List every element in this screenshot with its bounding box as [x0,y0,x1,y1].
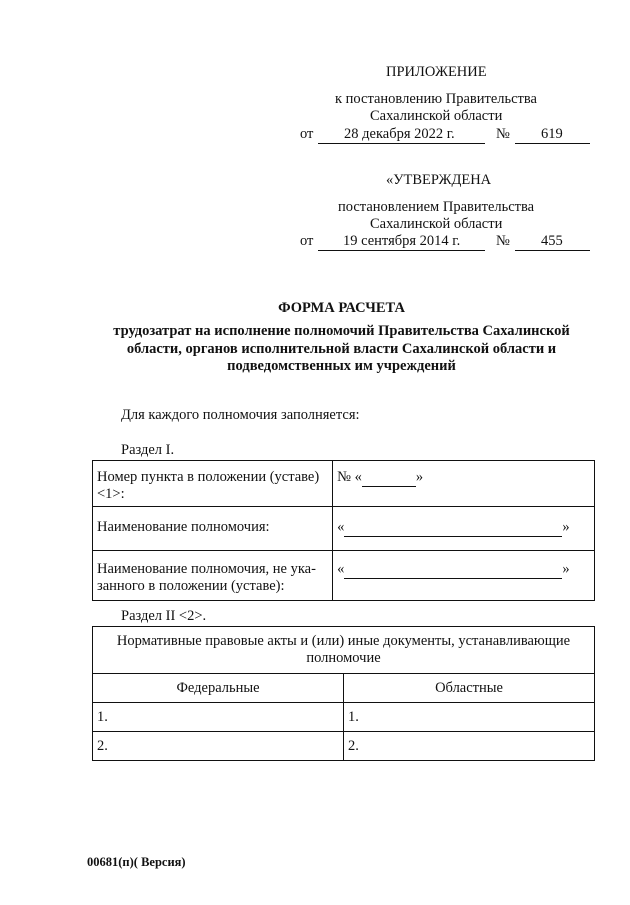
row2-name-field[interactable] [344,519,562,537]
table-cell [93,461,333,507]
table-row [93,703,595,732]
row2-suffix: » [562,519,570,535]
col-federal-header: Федеральные [93,674,344,703]
row1-prefix: № « [337,469,362,485]
table-cell [333,461,595,507]
row3-prefix: « [337,561,345,577]
approved-from: от [300,233,314,249]
approved-title: «УТВЕРЖДЕНА [386,172,492,188]
row1-number-field[interactable] [362,469,416,487]
federal-cell-1[interactable]: 1. [93,703,344,732]
row1-label-line2: <1>: [97,486,125,502]
table-row [93,674,595,703]
regional-cell-2[interactable]: 2. [344,732,595,761]
row1-label-line1: Номер пункта в положении (уставе) [97,469,320,485]
col-regional-header: Областные [344,674,595,703]
row2-prefix: « [337,519,345,535]
appendix-from: от [300,126,314,142]
table-header-line1: Нормативные правовые акты и (или) иные документы, устанавливающие [116,633,571,649]
row1-suffix: » [415,469,424,485]
table-header-cell [93,627,595,674]
row3-label-line1: Наименование полномочия, не ука- [97,561,316,577]
form-title: ФОРМА РАСЧЕТА [278,300,405,316]
approved-line2: Сахалинской области [370,216,503,232]
section1-heading: Раздел I. [121,442,175,458]
table-row [93,507,595,551]
table-cell [93,507,333,551]
table-row [93,627,595,674]
table-row [93,732,595,761]
row2-label-line1: Наименование полномочия: [97,519,270,535]
intro-text: Для каждого полномочия заполняется: [121,407,360,423]
doc-code: 00681(п)( Версия) [87,855,186,869]
table-header-line2: полномочие [306,650,381,666]
table-cell [333,507,595,551]
form-subtitle-line1: трудозатрат на исполнение полномочий Правительства Сахалинской [113,323,570,339]
approved-no-sign: № [496,233,510,249]
form-subtitle-line3: подведомственных им учреждений [227,358,456,374]
table-row [93,461,595,507]
approved-date: 19 сентября 2014 г. [343,233,461,249]
appendix-line1: к постановлению Правительства [335,91,537,107]
section1-table [92,460,595,601]
row3-name-field[interactable] [344,561,562,579]
row3-label-line2: занного в положении (уставе): [97,578,285,594]
federal-cell-2[interactable]: 2. [93,732,344,761]
section2-table [92,626,595,761]
regional-cell-1[interactable]: 1. [344,703,595,732]
appendix-number: 619 [541,126,563,142]
approved-line1: постановлением Правительства [338,199,535,215]
appendix-line2: Сахалинской области [370,108,503,124]
appendix-title: ПРИЛОЖЕНИЕ [386,64,487,80]
table-cell [93,551,333,601]
row3-suffix: » [562,561,570,577]
appendix-no-sign: № [496,126,510,142]
form-subtitle-line2: области, органов исполнительной власти Сахалинской области и [126,341,557,357]
section2-heading: Раздел II <2>. [121,608,207,624]
table-row [93,551,595,601]
appendix-date: 28 декабря 2022 г. [344,126,455,142]
approved-number: 455 [541,233,563,249]
table-cell [333,551,595,601]
